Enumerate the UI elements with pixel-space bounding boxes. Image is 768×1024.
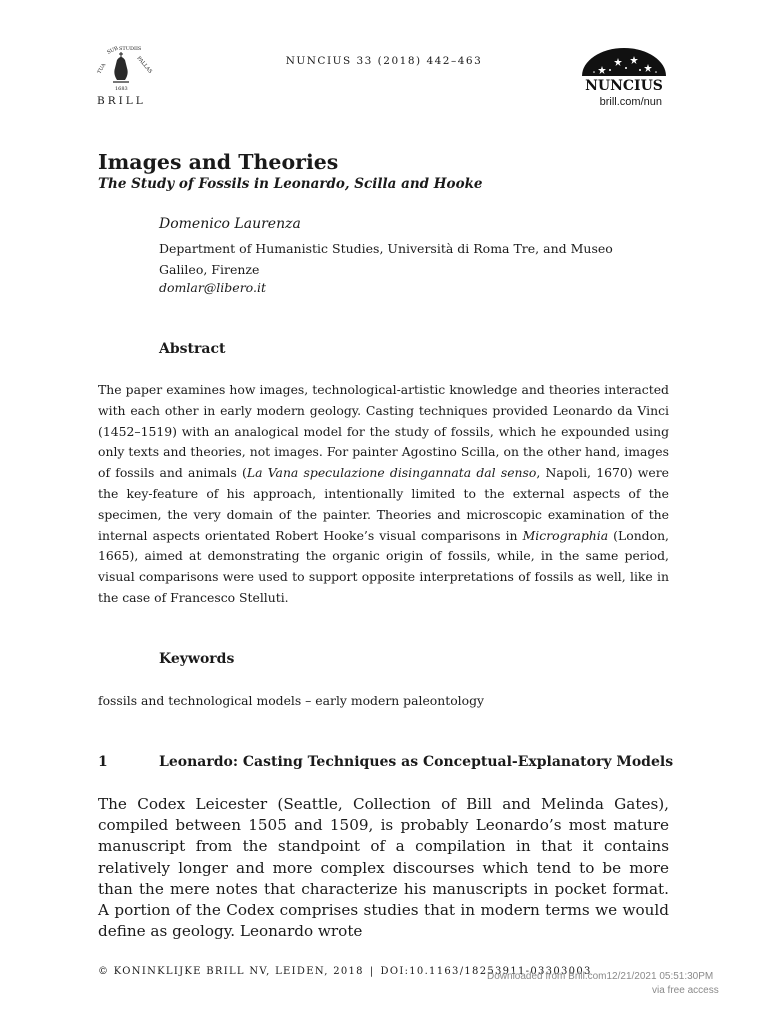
abstract-text-part-2: , Napoli, 1670) were the key-feature of his approach, intentionally limited to the external aspects of the specimen, the very domain of the painter. Theories and microscopic examination of the internal aspects orientated Robert Hooke’s visual comparisons in: [98, 465, 669, 543]
access-watermark: via free access: [652, 985, 719, 996]
publisher-name: BRILL: [97, 95, 146, 107]
footer-copyright: © KONINKLIJKE BRILL NV, LEIDEN, 2018: [98, 966, 364, 977]
abstract-italic-title-2: Micrographia: [522, 527, 609, 543]
svg-text:STUDIIS: STUDIIS: [119, 46, 142, 52]
section-title: Leonardo: Casting Techniques as Conceptual-Explanatory Models: [159, 754, 674, 770]
section-body-text: The Codex Leicester (Seattle, Collection of Bill and Melinda Gates), compiled between 1505 and 1509, is probably Leonardo’s most mature manuscript from the standpoint of a compilation in that it contains relatively longer and more complex discourses which tend to be more than the mere notes that characterize his manuscripts in pocket format. A portion of the Codex comprises studies that in modern terms we would define as geology. Leonardo wrote: [98, 795, 669, 941]
svg-text:PALLAS: PALLAS: [135, 55, 154, 75]
footer-separator: |: [369, 966, 375, 977]
svg-text:1683: 1683: [115, 86, 128, 92]
keywords-heading: Keywords: [159, 651, 235, 667]
journal-url[interactable]: brill.com/nun: [599, 96, 662, 108]
svg-text:TUA: TUA: [96, 62, 108, 75]
author-name: Domenico Laurenza: [159, 216, 301, 232]
download-watermark: Downloaded from Brill.com12/21/2021 05:51:30PM: [487, 971, 714, 982]
article-title: Images and Theories: [98, 150, 339, 174]
journal-citation: NUNCIUS 33 (2018) 442–463: [285, 55, 483, 67]
abstract-heading: Abstract: [159, 341, 226, 357]
nuncius-dome-icon: [578, 46, 670, 94]
abstract-text-part-3: (London, 1665), aimed at demonstrating the organic origin of fossils, while, in the same period, visual comparisons were used to support opposite interpretations of fossils as well, like in the case of Francesco Stelluti.: [98, 527, 669, 605]
brill-seal-logo: [95, 44, 154, 94]
nuncius-logo: [578, 46, 670, 98]
keywords-text: fossils and technological models – early modern paleontology: [98, 693, 485, 708]
abstract-text: [98, 380, 669, 609]
author-email[interactable]: domlar@libero.it: [159, 280, 266, 295]
nuncius-logo-text: NUNCIUS: [585, 78, 663, 94]
section-number: 1: [98, 754, 108, 770]
footer-doi[interactable]: DOI:10.1163/18253911-03303003: [380, 966, 592, 977]
svg-text:SUB: SUB: [106, 45, 120, 56]
author-affiliation: Department of Humanistic Studies, Università di Roma Tre, and Museo Galileo, Firenze: [159, 241, 613, 277]
article-subtitle: The Study of Fossils in Leonardo, Scilla and Hooke: [98, 176, 483, 192]
abstract-text-part-1: The paper examines how images, technological-artistic knowledge and theories interacted with each other in early modern geology. Casting techniques provided Leonardo da Vinci (1452–1519) with an analogical model for the study of fossils, which he expounded using only texts and theories, not images. For painter Agostino Scilla, on the other hand, images of fossils and animals (: [98, 382, 669, 481]
abstract-italic-title-1: La Vana speculazione disingannata dal senso: [246, 465, 537, 481]
